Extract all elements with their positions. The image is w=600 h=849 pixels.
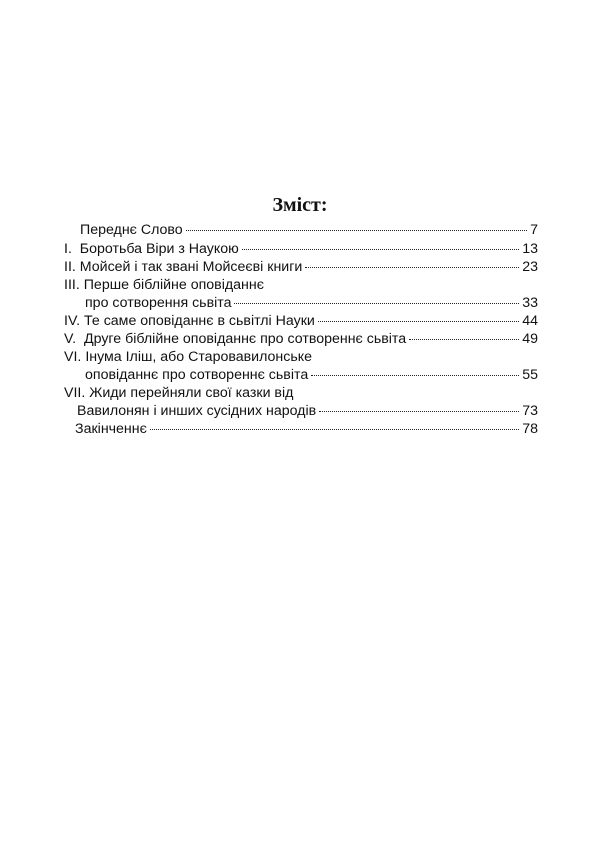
toc-chapter-number: IV. (64, 313, 81, 329)
dot-leader (409, 339, 519, 340)
toc-entry-ch1 (64, 240, 538, 258)
toc-page-number: 78 (522, 421, 538, 437)
toc-entry-text: Друге біблійне оповіданнє про сотвореннє сьвіта (84, 331, 407, 347)
toc-title: Зміст: (272, 194, 328, 216)
toc-entry-ch7-line1 (64, 384, 538, 402)
dot-leader (234, 303, 519, 304)
toc-entry-ch5 (64, 330, 538, 348)
toc-page-number: 55 (522, 367, 538, 383)
toc-entry-text: Те саме оповіданнє в сьвітлі Науки (84, 313, 315, 329)
toc-entry-ch7 (64, 402, 538, 420)
toc-entry-text: Перше біблійне оповіданнє (83, 277, 264, 293)
toc-chapter-number: III. (64, 277, 80, 293)
dot-leader (242, 249, 519, 250)
toc-chapter-number: VII. (64, 385, 86, 401)
toc-entry-ending (64, 420, 538, 438)
toc-entry-text: Закінченнє (75, 421, 147, 437)
toc-entry-text: Переднє Слово (80, 222, 183, 238)
toc-entry-ch3-line1 (64, 276, 538, 294)
toc-page-number: 23 (522, 259, 538, 275)
toc-entry-ch2 (64, 258, 538, 276)
toc-entry-text: Мойсей і так звані Мойсеєві книги (79, 259, 303, 275)
toc-entry-text: про сотворення сьвіта (85, 295, 232, 311)
dot-leader (186, 230, 527, 231)
toc-entry-text: Жиди перейняли свої казки від (89, 385, 294, 401)
dot-leader (150, 429, 519, 430)
toc-chapter-number: II. (64, 259, 76, 275)
toc-entry-text: Вавилонян і инших сусідних народів (77, 403, 317, 419)
toc-entry-ch6 (64, 366, 538, 384)
toc-page-number: 33 (522, 295, 538, 311)
toc-chapter-number: V. (64, 331, 77, 347)
dot-leader (319, 411, 519, 412)
dot-leader (311, 375, 519, 376)
toc-entry-text: Боротьба Віри з Наукою (79, 241, 239, 257)
toc-entry-ch6-line1 (64, 348, 538, 366)
toc-entry-foreword (64, 221, 538, 239)
toc-page-number: 44 (522, 313, 538, 329)
toc-entry-text: оповіданнє про сотвореннє сьвіта (85, 367, 309, 383)
toc-entry-text: Інума Іліш, або Старовавилонське (85, 349, 312, 365)
toc-chapter-number: I. (64, 241, 72, 257)
toc-entry-ch4 (64, 312, 538, 330)
toc-page-number: 7 (530, 222, 538, 238)
toc-page-number: 49 (522, 331, 538, 347)
toc-entry-ch3 (64, 294, 538, 312)
dot-leader (318, 321, 519, 322)
toc-page-number: 13 (522, 241, 538, 257)
table-of-contents (64, 221, 538, 438)
toc-page-number: 73 (522, 403, 538, 419)
toc-chapter-number: VI. (64, 349, 82, 365)
dot-leader (305, 267, 519, 268)
